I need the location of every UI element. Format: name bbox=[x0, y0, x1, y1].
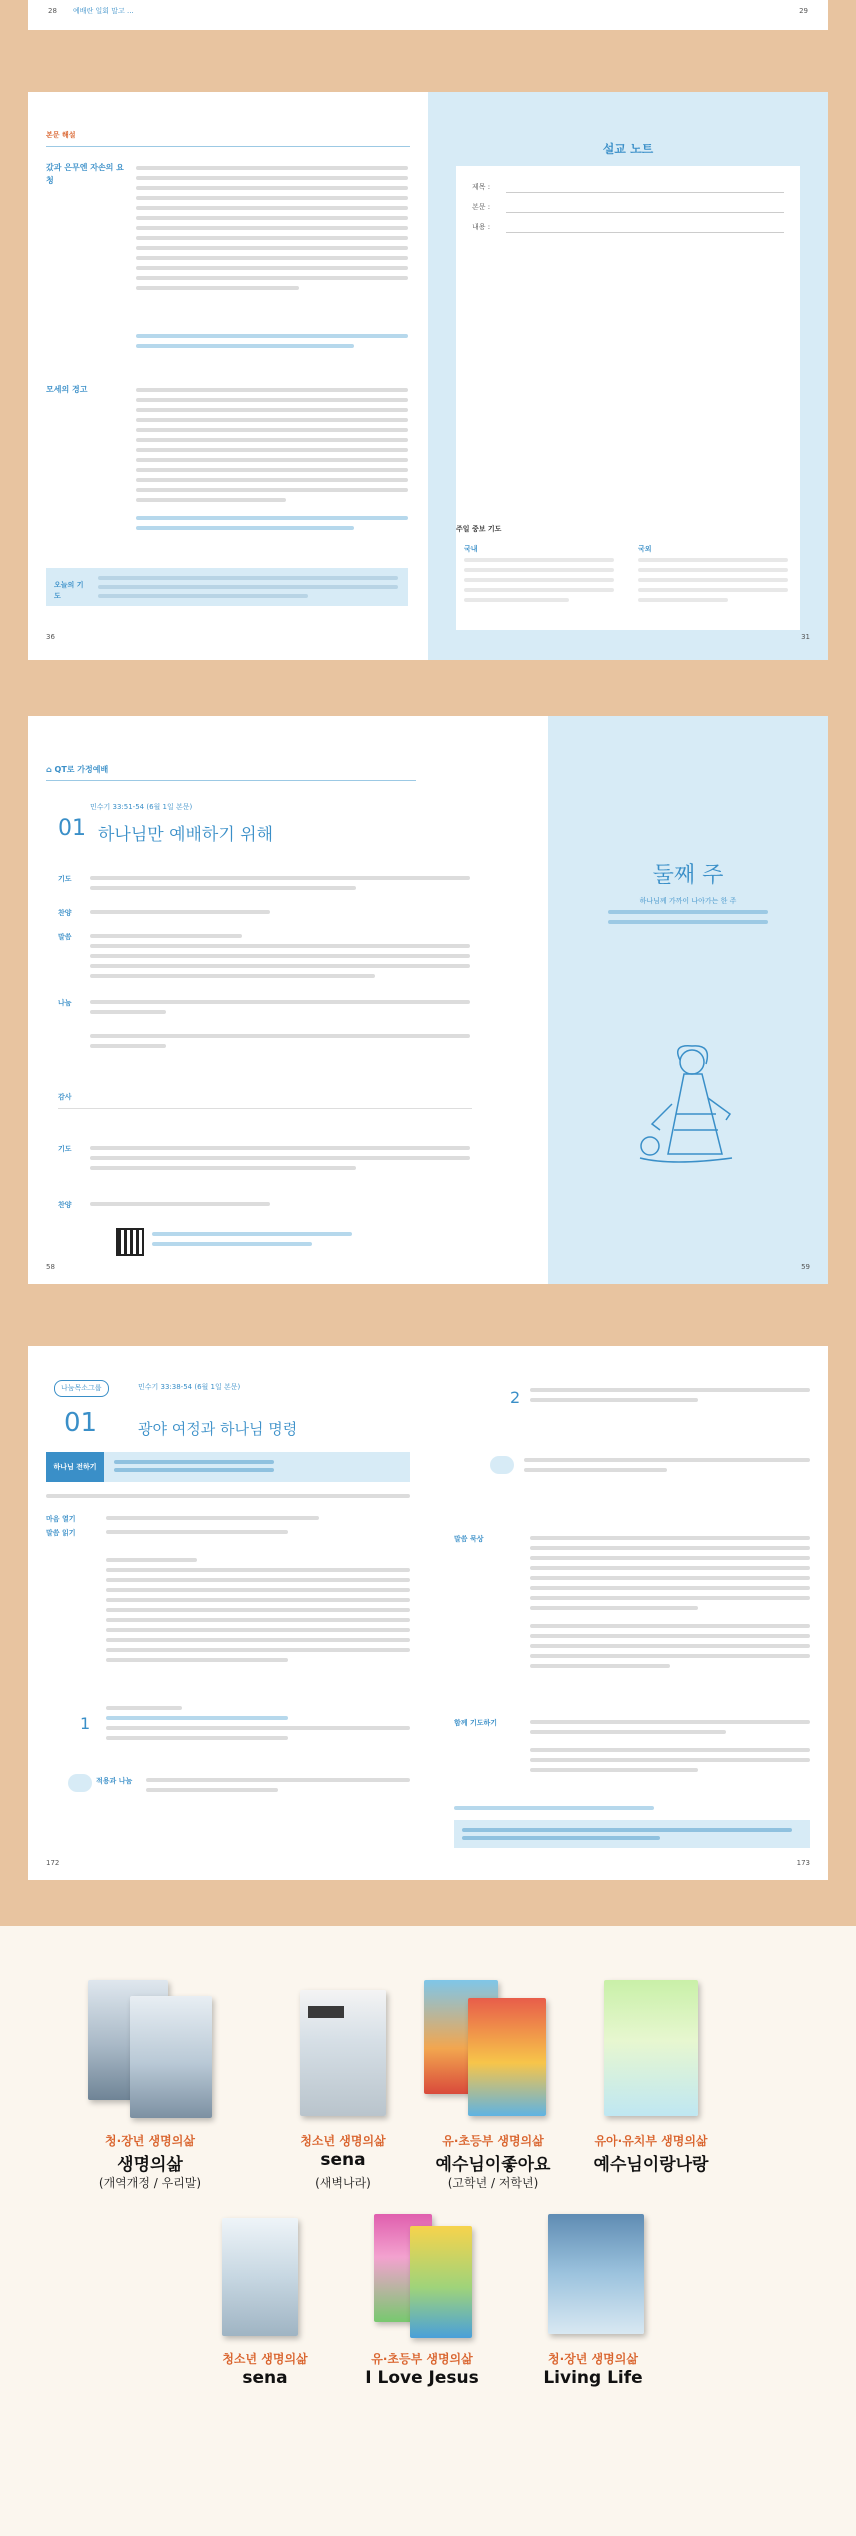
label-thanks: 감사 bbox=[58, 1093, 72, 1101]
spread-4-small-group bbox=[28, 1346, 828, 1880]
step-2-number: 2 bbox=[510, 1388, 521, 1407]
domestic-label: 국내 bbox=[464, 545, 478, 553]
apply-icon bbox=[68, 1774, 92, 1792]
background-text bbox=[106, 1558, 410, 1668]
product-category-6: 유·초등부 생명의삶 bbox=[371, 2352, 473, 2366]
label-share: 나눔 bbox=[58, 999, 72, 1007]
page-number-left: 28 bbox=[48, 7, 57, 15]
cover-ilovejesus-2[interactable] bbox=[410, 2226, 472, 2338]
commentary-question-1 bbox=[136, 334, 408, 354]
right-page bbox=[428, 1346, 828, 1880]
small-group-tag: 나눔목소그룹 bbox=[54, 1380, 109, 1397]
passage-ref: 민수기 33:38-54 (6월 1일 본문) bbox=[138, 1383, 241, 1391]
product-title-3[interactable]: 예수님이좋아요 bbox=[435, 2155, 551, 2175]
page-number-left: 36 bbox=[46, 633, 55, 641]
top-rule bbox=[46, 146, 410, 147]
lesson-number: 01 bbox=[64, 1408, 98, 1438]
notes-paper bbox=[456, 166, 800, 552]
left-page bbox=[28, 716, 548, 1284]
intercession-label: 주일 중보 기도 bbox=[456, 525, 502, 533]
product-category-4: 유아·유치부 생명의삶 bbox=[594, 2134, 708, 2148]
product-category-2: 청소년 생명의삶 bbox=[300, 2134, 386, 2148]
label-prayer: 기도 bbox=[58, 875, 72, 883]
label-pray-together: 함께 기도하기 bbox=[454, 1719, 498, 1727]
apply-label: 적용과 나눔 bbox=[96, 1777, 133, 1785]
product-title-1[interactable]: 생명의삶 bbox=[117, 2155, 183, 2175]
label-open-heart: 마음 열기 bbox=[46, 1515, 76, 1523]
label-meditate: 말씀 묵상 bbox=[454, 1535, 484, 1543]
passage-ref: 민수기 33:51-54 (6월 1일 본문) bbox=[90, 803, 193, 811]
page-number-right: 173 bbox=[796, 1859, 810, 1867]
spread-1 bbox=[28, 0, 828, 30]
house-icon: ⌂ bbox=[46, 765, 52, 774]
product-category-7: 청·장년 생명의삶 bbox=[548, 2352, 638, 2366]
step-1-number: 1 bbox=[80, 1714, 91, 1733]
lesson-title: 하나님만 예배하기 위해 bbox=[98, 825, 274, 845]
lesson-title: 광야 여정과 하나님 명령 bbox=[138, 1420, 298, 1438]
page-number-right: 29 bbox=[799, 7, 808, 15]
overseas-label: 국외 bbox=[638, 545, 652, 553]
cover-sena[interactable] bbox=[300, 1990, 386, 2116]
brand-label: ⌂ QT로 가정예배 bbox=[46, 765, 109, 774]
commentary-heading-1: 갔과 은무엔 자손의 요청 bbox=[46, 163, 124, 185]
commentary-text-1 bbox=[136, 166, 408, 296]
label-hymn: 찬양 bbox=[58, 909, 72, 917]
left-page bbox=[28, 1346, 428, 1880]
commentary-heading-2: 모세의 경고 bbox=[46, 385, 88, 394]
cover-yesu-nara[interactable] bbox=[604, 1980, 698, 2116]
section-label: 본문 해설 bbox=[46, 131, 76, 139]
left-page bbox=[28, 92, 428, 660]
intro-label: 하나님 전하기 bbox=[46, 1452, 104, 1482]
running-header: 예배란 일회 말고 ... bbox=[73, 7, 134, 15]
spread-3-family-worship bbox=[28, 716, 828, 1284]
page-number-left: 58 bbox=[46, 1263, 55, 1271]
product-title-2[interactable]: sena bbox=[320, 2150, 366, 2170]
lesson-number: 01 bbox=[58, 816, 86, 841]
page-number-right: 31 bbox=[801, 633, 810, 641]
product-title-6[interactable]: I Love Jesus bbox=[365, 2368, 479, 2388]
page-number-right: 59 bbox=[801, 1263, 810, 1271]
today-prayer-box bbox=[46, 568, 408, 606]
right-page-notes bbox=[428, 92, 828, 660]
woman-illustration bbox=[632, 1034, 742, 1174]
product-subtitle-1: (개역개정 / 우리말) bbox=[98, 2176, 202, 2190]
field-passage: 본문 : bbox=[472, 203, 491, 211]
right-page-week bbox=[548, 716, 828, 1284]
product-subtitle-2: (새벽나라) bbox=[315, 2176, 371, 2190]
cover-life-2[interactable] bbox=[130, 1996, 212, 2118]
cover-yesu-2[interactable] bbox=[468, 1998, 546, 2116]
cover-sena-2[interactable] bbox=[222, 2218, 298, 2336]
product-title-5[interactable]: sena bbox=[242, 2368, 288, 2388]
intro-box bbox=[46, 1452, 410, 1482]
today-prayer-label: 오늘의 기도 bbox=[54, 581, 84, 600]
field-content: 내용 : bbox=[472, 223, 491, 231]
commentary-question-2 bbox=[136, 516, 408, 536]
product-section bbox=[0, 1926, 856, 2536]
product-category-3: 유·초등부 생명의삶 bbox=[442, 2134, 544, 2148]
label-word: 말씀 bbox=[58, 933, 72, 941]
notes-title: 설교 노트 bbox=[602, 142, 654, 156]
cover-livinglife[interactable] bbox=[548, 2214, 644, 2334]
product-category-1: 청·장년 생명의삶 bbox=[105, 2134, 195, 2148]
apply-icon-2 bbox=[490, 1456, 514, 1474]
page-number-left: 172 bbox=[46, 1859, 60, 1867]
label-hymn-2: 찬양 bbox=[58, 1201, 72, 1209]
commentary-text-2 bbox=[136, 388, 408, 508]
intercession-box bbox=[456, 538, 800, 630]
product-title-4[interactable]: 예수님이랑나랑 bbox=[593, 2155, 709, 2175]
week-subtitle: 하나님께 가까이 나아가는 한 주 bbox=[639, 897, 737, 905]
spread-2-sermon-notes bbox=[28, 92, 828, 660]
field-title: 제목 : bbox=[472, 183, 491, 191]
label-read-word: 말씀 읽기 bbox=[46, 1529, 76, 1537]
week-title: 둘째 주 bbox=[652, 863, 724, 888]
product-title-7[interactable]: Living Life bbox=[543, 2368, 643, 2388]
product-subtitle-3: (고학년 / 저학년) bbox=[447, 2176, 539, 2190]
product-category-5: 청소년 생명의삶 bbox=[222, 2352, 308, 2366]
footer-box bbox=[454, 1820, 810, 1848]
qr-code-icon bbox=[116, 1228, 144, 1256]
label-prayer-2: 기도 bbox=[58, 1145, 72, 1153]
